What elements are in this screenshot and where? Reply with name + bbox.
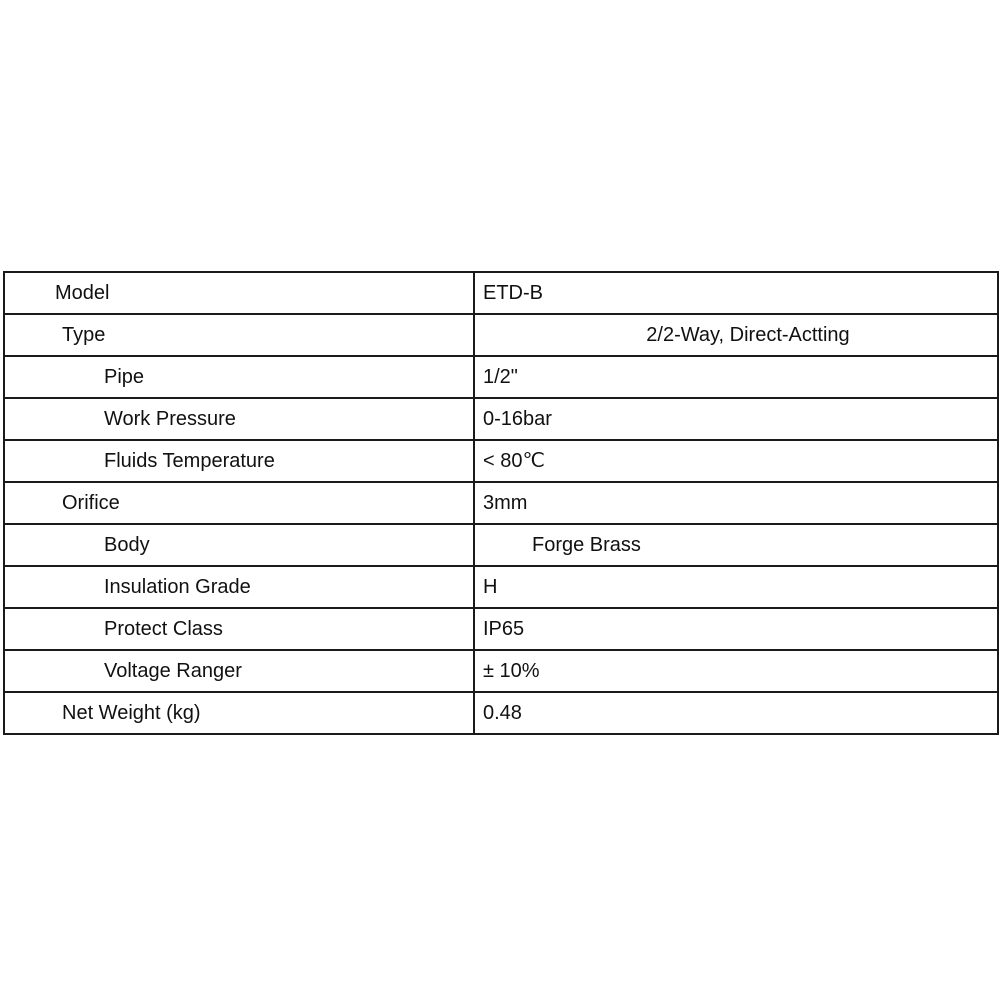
table-row-body: [4, 524, 998, 566]
table-row-fluids-temperature: [4, 440, 998, 482]
table-row-net-weight: [4, 692, 998, 734]
table-row-work-pressure: [4, 398, 998, 440]
table-row-model: [4, 272, 998, 314]
row-label: Body: [4, 524, 474, 566]
table-row-voltage-ranger: [4, 650, 998, 692]
table-row-type: [4, 314, 998, 356]
table-row-orifice: [4, 482, 998, 524]
spec-table: [3, 271, 999, 735]
row-value: 1/2": [474, 356, 998, 398]
row-label: Pipe: [4, 356, 474, 398]
row-value: IP65: [474, 608, 998, 650]
row-label: Model: [4, 272, 474, 314]
row-label: Protect Class: [4, 608, 474, 650]
row-value: 0-16bar: [474, 398, 998, 440]
row-value: < 80℃: [474, 440, 998, 482]
row-label: Type: [4, 314, 474, 356]
row-value: 2/2-Way, Direct-Actting: [474, 314, 998, 356]
table-row-pipe: [4, 356, 998, 398]
row-label: Orifice: [4, 482, 474, 524]
row-label: Work Pressure: [4, 398, 474, 440]
row-label: Voltage Ranger: [4, 650, 474, 692]
row-value: ± 10%: [474, 650, 998, 692]
row-label: Insulation Grade: [4, 566, 474, 608]
row-value: 3mm: [474, 482, 998, 524]
table-row-protect-class: [4, 608, 998, 650]
row-label: Net Weight (kg): [4, 692, 474, 734]
row-label: Fluids Temperature: [4, 440, 474, 482]
row-value: Forge Brass: [474, 524, 998, 566]
table-row-insulation-grade: [4, 566, 998, 608]
row-value: ETD-B: [474, 272, 998, 314]
row-value: H: [474, 566, 998, 608]
row-value: 0.48: [474, 692, 998, 734]
